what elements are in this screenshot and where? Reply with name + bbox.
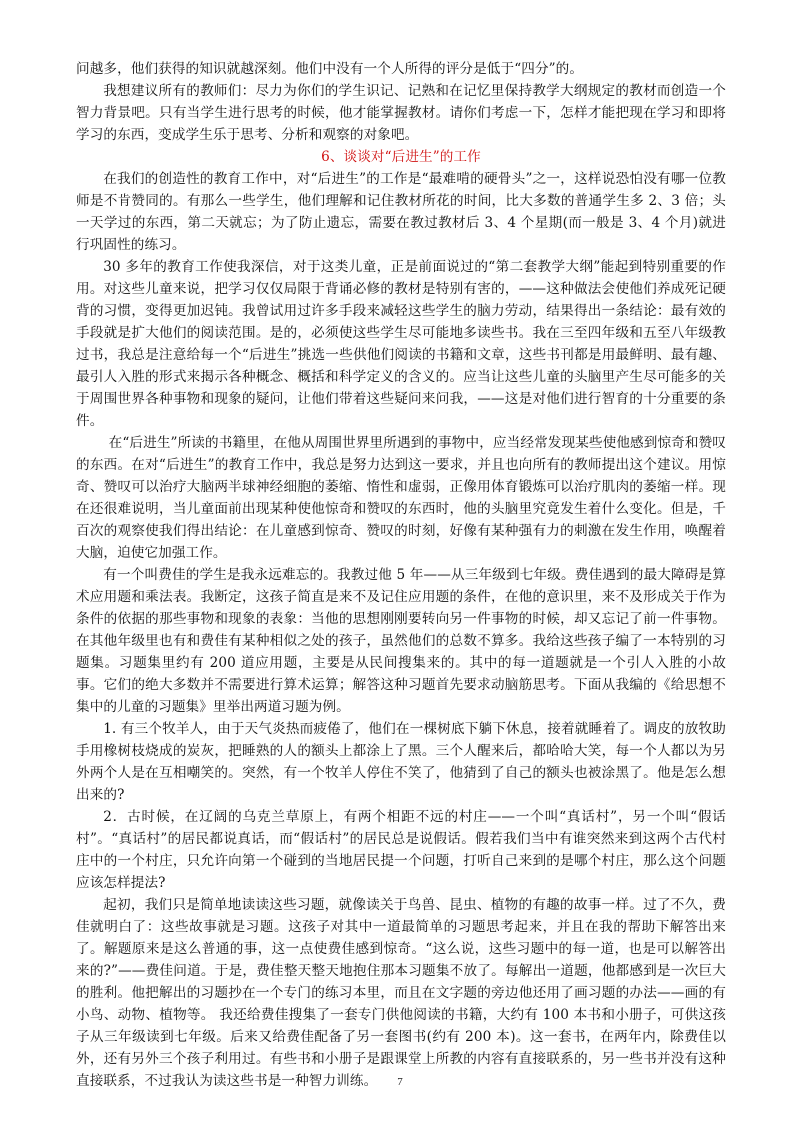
problem-one: 1. 有三个牧羊人，由于天气炎热而疲倦了，他们在一棵树底下躺下休息，接着就睡着了。调皮的放牧助手用橡树枝烧成的炭灰，把睡熟的人的额头上都涂上了黑。三个人醒来后，都哈哈大笑，每一个人都以为另外两个人是在互相嘲笑的。突然，有一个牧羊人停住不笑了，他猜到了自己的额头也被涂黑了。他是怎么想出来的? [76,721,726,803]
page-number: 7 [397,1076,403,1088]
paragraph-intro: 在我们的创造性的教育工作中，对“后进生”的工作是“最难啃的硬骨头”之一，这样说恐怕没有哪一位教师是不肯赞同的。有那么一些学生，他们理解和记住教材所花的时间，比大多数的普通学生多 2、3 倍；头一天学过的东西，第二天就忘；为了防止遗忘，需要在教过教材后 3、4 个星期(而一般是 3、4 个月)就进行巩固性的练习。 [76,171,726,253]
paragraph-experience: 30 多年的教育工作使我深信，对于这类儿童，正是前面说过的“第二套教学大纲”能起到特别重要的作用。对这些儿童来说，把学习仅仅局限于背诵必修的教材是特别有害的，——这种做法会使他们养成死记硬背的习惯，变得更加迟钝。我曾试用过许多手段来减轻这些学生的脑力劳动，结果得出一条结论：最有效的手段就是扩大他们的阅读范围。是的，必须使这些学生尽可能地多读些书。我在三至四年级和五至八年级教过书，我总是注意给每一个“后进生”挑选一些供他们阅读的书籍和文章，这些书刊都是用最鲜明、最有趣、最引人入胜的形式来揭示各种概念、概括和科学定义的含义的。应当让这些儿童的头脑里产生尽可能多的关于周围世界各种事物和现象的疑问，让他们带着这些疑问来问我，——这是对他们进行智育的十分重要的条件。 [76,259,726,429]
document-page [76,58,726,1092]
paragraph-suggestion: 我想建议所有的教师们：尽力为你们的学生识记、记熟和在记忆里保持教学大纲规定的教材而创造一个智力背景吧。只有当学生进行思考的时候，他才能掌握教材。请你们考虑一下，怎样才能把现在学习和即将学习的东西，变成学生乐于思考、分析和观察的对象吧。 [76,83,726,143]
paragraph-continued: 问越多，他们获得的知识就越深刻。他们中没有一个人所得的评分是低于“四分”的。 [76,61,584,77]
problem-two: 2．古时候，在辽阔的乌克兰草原上，有两个相距不远的村庄——一个叫“真话村”，另一个叫“假话村”。“真话村”的居民都说真话，而“假话村”的居民总是说假话。假若我们当中有谁突然来到这两个古代村庄中的一个村庄，只允许向第一个碰到的当地居民提一个问题，打听自己来到的是哪个村庄，那么这个问题应该怎样提法? [76,809,726,891]
paragraph-fedya: 有一个叫费佳的学生是我永远难忘的。我教过他 5 年——从三年级到七年级。费佳遇到的最大障碍是算术应用题和乘法表。我断定，这孩子简直是来不及记住应用题的条件，在他的意识里，来不及形成关于作为条件的依据的那些事物和现象的表象：当他的思想刚刚要转向另一件事物的时候，却又忘记了前一件事物。在其他年级里也有和费佳有某种相似之处的孩子，虽然他们的总数不算多。我给这些孩子编了一本特别的习题集。习题集里约有 200 道应用题，主要是从民间搜集来的。其中的每一道题就是一个引人入胜的小故事。它们的绝大多数并不需要进行算术运算；解答这种习题首先要求动脑筋思考。下面从我编的《给思想不集中的儿童的习题集》里举出两道习题为例。 [76,567,726,715]
paragraph-wonder: 在“后进生”所读的书籍里，在他从周围世界里所遇到的事物中，应当经常发现某些使他感到惊奇和赞叹的东西。在对“后进生”的教育工作中，我总是努力达到这一要求，并且也向所有的教师提出这个建议。用惊奇、赞叹可以治疗大脑两半球神经细胞的萎缩、惰性和虚弱，正像用体育锻炼可以治疗肌肉的萎缩一样。现在还很难说明，当儿童面前出现某种使他惊奇和赞叹的东西时，他的头脑里究竟发生着什么变化。但是，千百次的观察使我们得出结论：在儿童感到惊奇、赞叹的时刻，好像有某种强有力的刺激在发生作用，唤醒着大脑，迫使它加强工作。 [76,435,726,561]
section-heading: 6、谈谈对“后进生”的工作 [321,149,481,165]
paragraph-conclusion: 起初，我们只是简单地读读这些习题，就像读关于鸟兽、昆虫、植物的有趣的故事一样。过了不久，费佳就明白了：这些故事就是习题。这孩子对其中一道最简单的习题思考起来，并且在我的帮助下解答出来了。解题原来是这么普通的事，这一点使费佳感到惊奇。“这么说，这些习题中的每一道，也是可以解答出来的?”——费佳问道。于是，费佳整天整天地抱住那本习题集不放了。每解出一道题，他都感到是一次巨大的胜利。他把解出的习题抄在一个专门的练习本里，而且在文字题的旁边他还用了画习题的办法——画的有小鸟、动物、植物等。 我还给费佳搜集了一套专门供他阅读的书籍，大约有 100 本书和小册子，可供这孩子从三年级读到七年级。后来又给费佳配备了另一套图书(约有 200 本)。这一套书，在两年内，除费佳以外，还有另外三个孩子利用过。有些书和小册子是跟课堂上所教的内容有直接联系的，另一些书并没有这种直接联系，不过我认为读这些书是一种智力训练。 [76,897,726,1089]
